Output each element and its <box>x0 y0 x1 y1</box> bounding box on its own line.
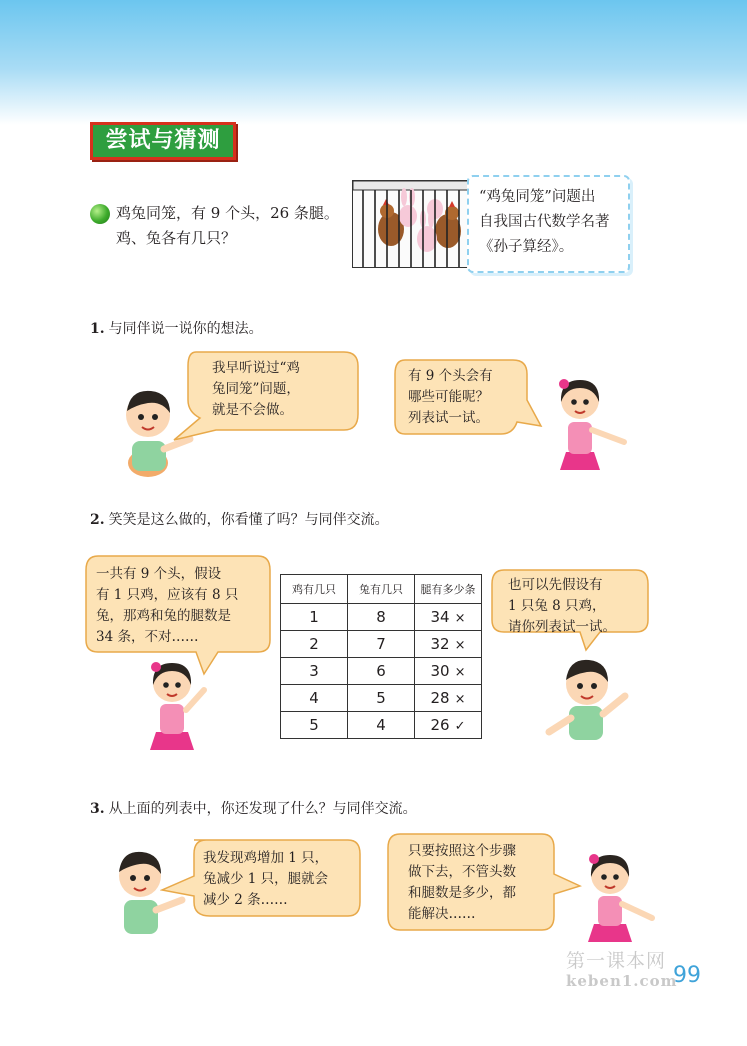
bubble-5-line-2: 兔减少 1 只，腿就会 <box>203 871 329 887</box>
chickens-rabbits-icon <box>353 181 473 267</box>
cell-legs <box>415 712 482 739</box>
question-1-number: 1. <box>90 321 105 337</box>
cell-chicken: 3 <box>281 658 348 685</box>
table-row <box>281 658 482 685</box>
cell-chicken: 2 <box>281 631 348 658</box>
cell-rabbit: 4 <box>348 712 415 739</box>
note-line-3: 《孙子算经》。 <box>479 239 574 255</box>
page-number: 99 <box>673 963 701 988</box>
check-mark-icon: ✓ <box>454 719 466 734</box>
cell-chicken: 1 <box>281 604 348 631</box>
wrong-mark-icon: × <box>454 665 466 680</box>
bubble-5-line-1: 我发现鸡增加 1 只， <box>203 850 329 866</box>
wrong-mark-icon: × <box>454 692 466 707</box>
cell-rabbit: 7 <box>348 631 415 658</box>
wrong-mark-icon: × <box>454 638 466 653</box>
girl-illustration-3 <box>580 848 660 944</box>
problem-line-2: 鸡、兔各有几只？ <box>116 229 237 247</box>
problem-line-1: 鸡兔同笼，有 9 个头，26 条腿。 <box>116 204 339 222</box>
bubble-2-line-2: 哪些可能呢？ <box>408 389 489 405</box>
question-2 <box>90 509 389 529</box>
table-row <box>281 685 482 712</box>
bubble-6-line-2: 做下去，不管头数 <box>408 864 516 880</box>
bubble-4-line-2: 1 只兔 8 只鸡， <box>508 598 606 614</box>
bubble-1-line-1: 我早听说过“鸡 <box>212 360 300 376</box>
history-note <box>467 175 630 273</box>
bubble-1-line-3: 就是不会做。 <box>212 402 293 418</box>
question-2-text: 笑笑是这么做的，你看懂了吗？与同伴交流。 <box>108 512 389 528</box>
cell-rabbit: 8 <box>348 604 415 631</box>
bubble-3-line-2: 有 1 只鸡，应该有 8 只 <box>96 587 239 603</box>
bubble-2-line-1: 有 9 个头会有 <box>408 368 493 384</box>
cell-legs <box>415 658 482 685</box>
table-header-row <box>281 575 482 604</box>
cage-illustration <box>352 180 474 268</box>
table-row <box>281 712 482 739</box>
girl-illustration-2 <box>142 656 222 752</box>
legs-value: 28 <box>430 689 450 707</box>
question-3 <box>90 798 417 818</box>
note-line-2: 自我国古代数学名著 <box>479 214 610 230</box>
watermark-en: keben1.com <box>566 972 678 990</box>
legs-value: 30 <box>430 662 450 680</box>
cell-rabbit: 5 <box>348 685 415 712</box>
header-legs: 腿有多少条 <box>415 575 482 604</box>
bubble-6-line-1: 只要按照这个步骤 <box>408 843 516 859</box>
header-rabbit: 兔有几只 <box>348 575 415 604</box>
bubble-6-line-3: 和腿数是多少，都 <box>408 885 516 901</box>
bubble-4-line-3: 请你列表试一试。 <box>508 619 616 635</box>
bubble-1-line-2: 兔同笼”问题， <box>212 381 300 397</box>
question-2-number: 2. <box>90 512 105 528</box>
legs-value: 32 <box>430 635 450 653</box>
girl-illustration <box>550 372 630 472</box>
cell-rabbit: 6 <box>348 658 415 685</box>
question-3-text: 从上面的列表中，你还发现了什么？与同伴交流。 <box>108 801 417 817</box>
header-band <box>0 0 747 125</box>
bullet-dot-icon <box>90 204 110 224</box>
table-row <box>281 631 482 658</box>
question-1 <box>90 318 263 338</box>
cell-legs <box>415 685 482 712</box>
bubble-2-line-3: 列表试一试。 <box>408 410 489 426</box>
legs-value: 26 <box>430 716 450 734</box>
question-3-number: 3. <box>90 801 105 817</box>
legs-value: 34 <box>430 608 450 626</box>
cell-legs <box>415 604 482 631</box>
bubble-6-line-4: 能解决…… <box>408 906 476 922</box>
section-title: 尝试与猜测 <box>90 122 236 160</box>
bubble-3-line-1: 一共有 9 个头，假设 <box>96 566 222 582</box>
table-row <box>281 604 482 631</box>
boy-illustration-2 <box>545 654 635 744</box>
bubble-4-line-1: 也可以先假设有 <box>508 577 603 593</box>
watermark-cn: 第一课本网 <box>566 950 667 972</box>
trial-table <box>280 574 482 739</box>
cell-legs <box>415 631 482 658</box>
question-1-text: 与同伴说一说你的想法。 <box>108 321 263 337</box>
bubble-3-line-3: 兔，那鸡和兔的腿数是 <box>96 608 231 624</box>
header-chicken: 鸡有几只 <box>281 575 348 604</box>
cell-chicken: 4 <box>281 685 348 712</box>
bubble-3-line-4: 34 条，不对…… <box>96 629 199 645</box>
bubble-5-line-3: 减少 2 条…… <box>203 892 288 908</box>
note-line-1: “鸡兔同笼”问题出 <box>479 189 596 205</box>
cell-chicken: 5 <box>281 712 348 739</box>
wrong-mark-icon: × <box>454 611 466 626</box>
